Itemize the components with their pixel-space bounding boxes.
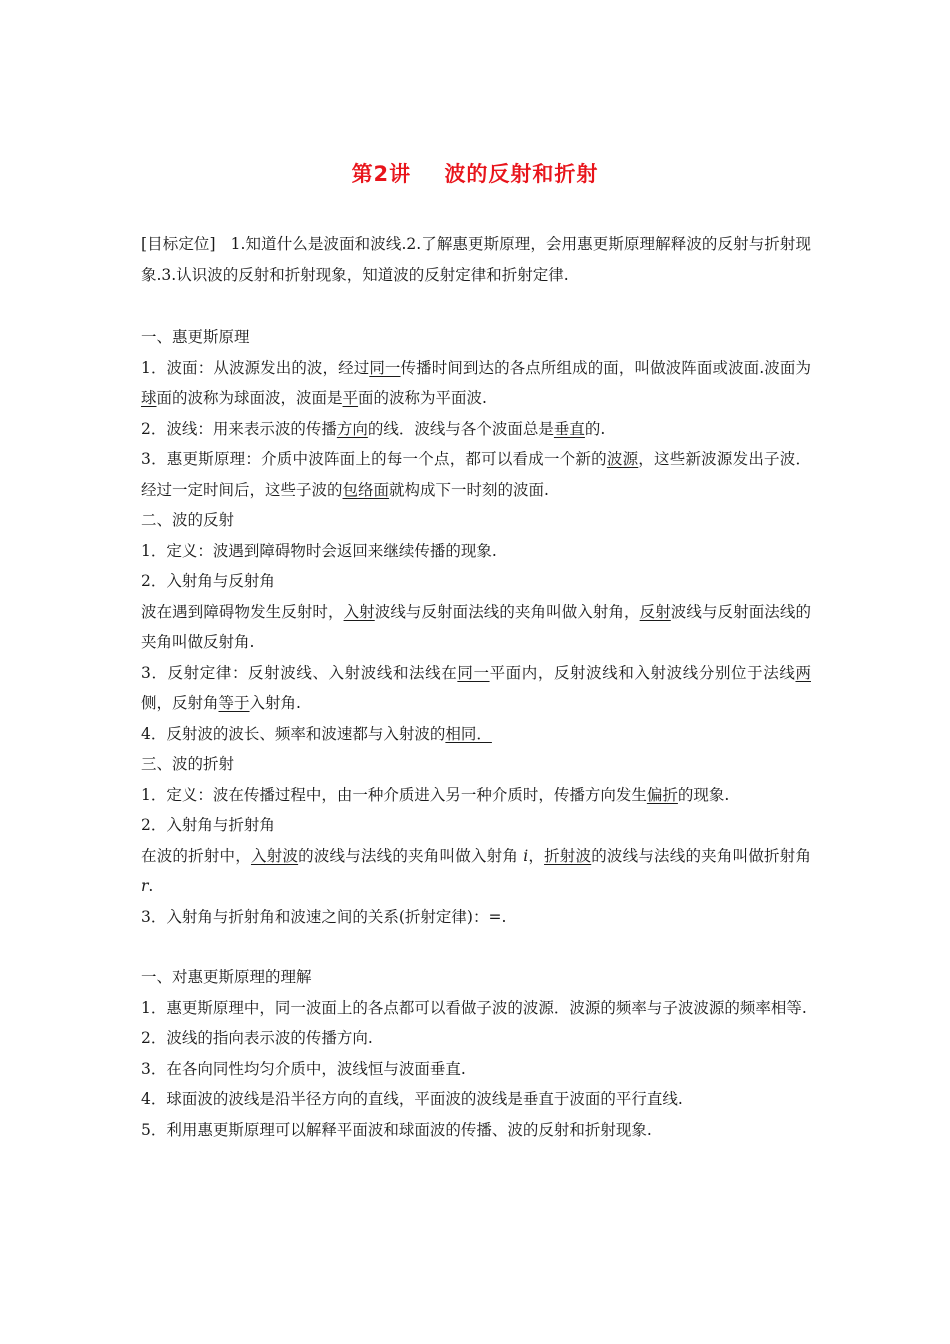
list-item: 5．利用惠更斯原理可以解释平面波和球面波的传播、波的反射和折射现象. (141, 1120, 652, 1139)
objective-block (141, 229, 811, 290)
paragraph: 2．波线：用来表示波的传播方向的线．波线与各个波面总是垂直的. (141, 419, 606, 438)
list-item: 4．球面波的波线是沿半径方向的直线，平面波的波线是垂直于波面的平行直线. (141, 1090, 683, 1108)
objective-label: [目标定位] (141, 235, 216, 253)
lecture-number: 第2讲 (351, 162, 412, 186)
list-item: 1．惠更斯原理中，同一波面上的各点都可以看做子波的波源．波源的频率与子波波源的频率相等. (141, 998, 807, 1017)
paragraph: 1．定义：波遇到障碍物时会返回来继续传播的现象. (141, 541, 497, 560)
paragraph: 4．反射波的波长、频率和波速都与入射波的相同． (141, 724, 492, 743)
paragraph: 3．反射定律：反射波线、入射波线和法线在同一平面内，反射波线和入射波线分别位于法线两侧，反射角等于入射角. (141, 663, 811, 712)
section-heading: 三、波的折射 (141, 755, 235, 773)
list-item: 3．在各向同性均匀介质中，波线恒与波面垂直. (141, 1059, 466, 1078)
content-body (141, 322, 811, 1145)
paragraph: 1．定义：波在传播过程中，由一种介质进入另一种介质时，传播方向发生偏折的现象. (141, 785, 730, 804)
paragraph: 2．入射角与折射角 (141, 816, 275, 834)
paragraph: 2．入射角与反射角 (141, 572, 275, 590)
section-heading: 二、波的反射 (141, 511, 235, 529)
paragraph: 在波的折射中，入射波的波线与法线的夹角叫做入射角 i，折射波的波线与法线的夹角叫做折射角 r. (141, 846, 811, 895)
paragraph: 波在遇到障碍物发生反射时，入射波线与反射面法线的夹角叫做入射角，反射波线与反射面法线的夹角叫做反射角. (141, 602, 811, 651)
paragraph: 3．入射角与折射角和波速之间的关系(折射定律)：=. (141, 907, 507, 926)
paragraph: 1．波面：从波源发出的波，经过同一传播时间到达的各点所组成的面，叫做波阵面或波面.波面为球面的波称为球面波，波面是平面的波称为平面波. (141, 358, 811, 407)
section-heading: 一、对惠更斯原理的理解 (141, 968, 312, 986)
section-heading: 一、惠更斯原理 (141, 328, 250, 346)
objective-text: 1.知道什么是波面和波线.2.了解惠更斯原理，会用惠更斯原理解释波的反射与折射现象.3.认识波的反射和折射现象，知道波的反射定律和折射定律. (141, 235, 811, 284)
paragraph: 3．惠更斯原理：介质中波阵面上的每一个点，都可以看成一个新的波源，这些新波源发出子波．经过一定时间后，这些子波的包络面就构成下一时刻的波面. (141, 450, 811, 499)
list-item: 2．波线的指向表示波的传播方向. (141, 1029, 373, 1047)
lecture-topic: 波的反射和折射 (444, 162, 599, 186)
page-title (0, 158, 950, 188)
